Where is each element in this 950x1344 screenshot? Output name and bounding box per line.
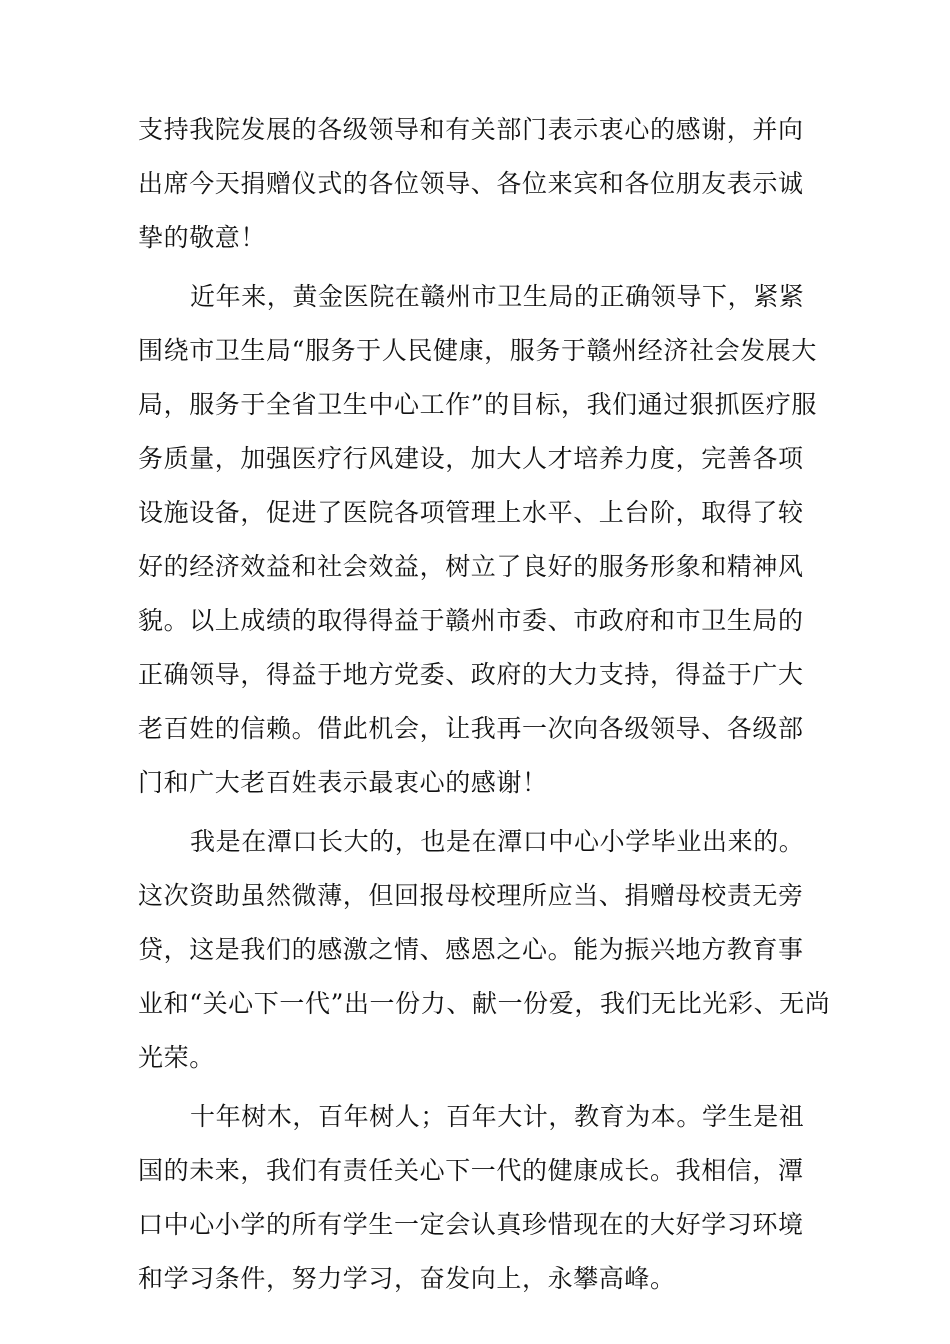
text-line: 务质量，加强医疗行风建设，加大人才培养力度，完善各项 [138, 444, 804, 473]
text-line: 好的经济效益和社会效益，树立了良好的服务形象和精神风 [138, 552, 804, 581]
text-line: 和学习条件，努力学习，奋发向上，永攀高峰。 [138, 1264, 676, 1293]
text-line: 近年来，黄金医院在赣州市卫生局的正确领导下，紧紧 [190, 282, 805, 311]
text-line: 围绕市卫生局“服务于人民健康，服务于赣州经济社会发展大 [138, 336, 817, 365]
text-line: 老百姓的信赖。借此机会，让我再一次向各级领导、各级部 [138, 714, 804, 743]
text-line: 支持我院发展的各级领导和有关部门表示衷心的感谢，并向 [138, 115, 804, 144]
text-line: 我是在潭口长大的，也是在潭口中心小学毕业出来的。 [190, 827, 805, 856]
text-line: 出席今天捐赠仪式的各位领导、各位来宾和各位朋友表示诚 [138, 169, 804, 198]
paragraph [138, 1090, 812, 1306]
text-line: 光荣。 [138, 1043, 215, 1072]
text-line: 貌。以上成绩的取得得益于赣州市委、市政府和市卫生局的 [138, 606, 804, 635]
paragraph [138, 270, 817, 810]
text-line: 挚的敬意！ [138, 223, 267, 252]
text-line: 国的未来，我们有责任关心下一代的健康成长。我相信，潭 [138, 1156, 804, 1185]
paragraph [138, 103, 812, 265]
text-line: 贷，这是我们的感激之情、感恩之心。能为振兴地方教育事 [138, 935, 804, 964]
text-line: 十年树木，百年树人；百年大计，教育为本。学生是祖 [190, 1102, 805, 1131]
document-body [138, 103, 831, 1306]
text-line: 设施设备，促进了医院各项管理上水平、上台阶，取得了较 [138, 498, 804, 527]
paragraph [138, 815, 831, 1085]
text-line: 口中心小学的所有学生一定会认真珍惜现在的大好学习环境 [138, 1210, 804, 1239]
text-line: 业和“关心下一代”出一份力、献一份爱，我们无比光彩、无尚 [138, 989, 831, 1018]
text-line: 正确领导，得益于地方党委、政府的大力支持，得益于广大 [138, 660, 804, 689]
text-line: 局，服务于全省卫生中心工作”的目标，我们通过狠抓医疗服 [138, 390, 817, 419]
text-line: 门和广大老百姓表示最衷心的感谢！ [138, 768, 548, 797]
text-line: 这次资助虽然微薄，但回报母校理所应当、捐赠母校责无旁 [138, 881, 804, 910]
